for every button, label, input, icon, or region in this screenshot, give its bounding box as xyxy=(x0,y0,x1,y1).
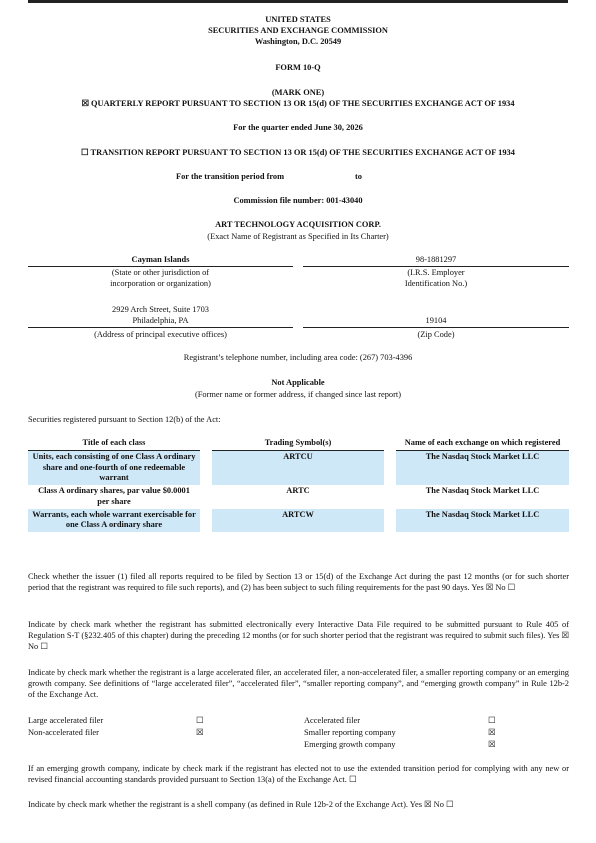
mark-one: (MARK ONE) xyxy=(271,88,325,97)
emerging-growth-label: Emerging growth company xyxy=(304,740,396,749)
large-accelerated-label: Large accelerated filer xyxy=(28,716,104,725)
zip-rule xyxy=(303,327,569,328)
address xyxy=(28,305,293,327)
country-heading: UNITED STATES xyxy=(265,15,331,24)
ein-caption xyxy=(303,268,569,290)
large-accelerated-checkbox[interactable]: ☐ xyxy=(196,716,204,725)
security-exchange: The Nasdaq Stock Market LLC xyxy=(396,450,569,485)
security-symbol: ARTCU xyxy=(212,450,384,485)
transition-period-from: For the transition period from xyxy=(176,172,285,181)
emerging-growth-checkbox[interactable]: ☒ xyxy=(488,740,496,749)
jurisdiction-rule xyxy=(28,266,293,267)
address-rule xyxy=(28,327,293,328)
address-caption: (Address of principal executive offices) xyxy=(94,330,227,339)
ein-caption-line-1: (I.R.S. Employer xyxy=(407,268,465,277)
interactive-data-paragraph: Indicate by check mark whether the registrant has submitted electronically every Interactive Data File required to be submitted pursuant to Rule 405 of Regulation S-T (§232.405 of this chapter) during the preceding 12 months (or for such shorter period that the registrant was required to submit such files). Yes ☒ No ☐ xyxy=(28,620,569,651)
non-accelerated-label: Non-accelerated filer xyxy=(28,728,99,737)
smaller-reporting-checkbox[interactable]: ☒ xyxy=(488,728,496,737)
zip-code: 19104 xyxy=(425,316,447,325)
security-title: Warrants, each whole warrant exercisable for one Class A ordinary share xyxy=(28,509,200,533)
former-name-caption: (Former name or former address, if changed since last report) xyxy=(194,390,402,399)
security-symbol: ARTC xyxy=(286,486,310,495)
jurisdiction-caption-line-2: incorporation or organization) xyxy=(110,278,211,288)
header-trading-symbol: Trading Symbol(s) xyxy=(212,437,384,450)
table-row xyxy=(28,485,569,509)
address-line-2: Philadelphia, PA xyxy=(132,315,189,325)
top-rule xyxy=(28,0,568,3)
quarterly-report-line: ☒ QUARTERLY REPORT PURSUANT TO SECTION 13 OR 15(d) OF THE SECURITIES EXCHANGE ACT OF 1934 xyxy=(81,99,515,108)
ein-rule xyxy=(303,266,569,267)
jurisdiction-caption-line-1: (State or other jurisdiction of xyxy=(111,268,210,277)
securities-header-row xyxy=(28,437,569,450)
jurisdiction: Cayman Islands xyxy=(131,255,190,264)
transition-period-to: to xyxy=(355,172,362,181)
transition-report-line: ☐ TRANSITION REPORT PURSUANT TO SECTION 13 OR 15(d) OF THE SECURITIES EXCHANGE ACT OF 1934 xyxy=(81,148,515,157)
security-symbol: ARTCW xyxy=(212,509,384,533)
ein: 98-1881297 xyxy=(415,255,457,264)
filer-status-paragraph: Indicate by check mark whether the registrant is a large accelerated filer, an accelerated filer, a non-accelerated filer, a smaller reporting company or an emerging growth company. See definitions of “large accelerated filer”, “accelerated filer”, “smaller reporting company”, and “emerging growth company” in Rule 12b-2 of the Exchange Act. xyxy=(28,668,569,699)
registrant-name: ART TECHNOLOGY ACQUISITION CORP. xyxy=(215,220,381,229)
accelerated-label: Accelerated filer xyxy=(304,716,361,725)
telephone-line: Registrant’s telephone number, including area code: (267) 703-4396 xyxy=(183,353,413,362)
security-title: Units, each consisting of one Class A ordinary share and one-fourth of one redeemable warrant xyxy=(28,450,200,485)
security-exchange: The Nasdaq Stock Market LLC xyxy=(425,486,540,495)
header-exchange: Name of each exchange on which registered xyxy=(396,437,569,450)
security-title: Class A ordinary shares, par value $0.0001 per share xyxy=(38,486,190,506)
address-line-1: 2929 Arch Street, Suite 1703 xyxy=(112,305,209,314)
commission-file-number: Commission file number: 001-43040 xyxy=(233,196,363,205)
non-accelerated-checkbox[interactable]: ☒ xyxy=(196,728,204,737)
table-row xyxy=(28,509,569,533)
former-name: Not Applicable xyxy=(271,378,325,387)
registrant-name-caption: (Exact Name of Registrant as Specified in Its Charter) xyxy=(207,232,389,241)
smaller-reporting-label: Smaller reporting company xyxy=(304,728,396,737)
shell-company-paragraph: Indicate by check mark whether the registrant is a shell company (as defined in Rule 12b-2 of the Exchange Act). Yes ☒ No ☐ xyxy=(28,800,454,809)
quarter-ended: For the quarter ended June 30, 2026 xyxy=(233,123,363,132)
location-heading: Washington, D.C. 20549 xyxy=(254,37,342,46)
jurisdiction-caption xyxy=(28,268,293,290)
securities-intro: Securities registered pursuant to Section 12(b) of the Act: xyxy=(28,415,221,424)
filed-reports-paragraph: Check whether the issuer (1) filed all reports required to be filed by Section 13 or 15(d) of the Exchange Act during the past 12 months (or for such shorter period that the registrant was required to file such reports), and (2) has been subject to such filing requirements for the past 90 days. Yes ☒ No ☐ xyxy=(28,572,569,592)
zip-caption: (Zip Code) xyxy=(417,330,455,339)
extended-transition-paragraph: If an emerging growth company, indicate by check mark if the registrant has elected not to use the extended transition period for complying with any new or revised financial accounting standards provided pursuant to Section 13(a) of the Exchange Act. ☐ xyxy=(28,764,569,784)
security-exchange: The Nasdaq Stock Market LLC xyxy=(396,509,569,533)
form-title: FORM 10-Q xyxy=(275,63,321,72)
agency-heading: SECURITIES AND EXCHANGE COMMISSION xyxy=(208,26,388,35)
securities-table xyxy=(28,437,569,532)
header-title-of-class: Title of each class xyxy=(28,437,200,450)
table-row xyxy=(28,450,569,485)
ein-caption-line-2: Identification No.) xyxy=(404,278,468,288)
accelerated-checkbox[interactable]: ☐ xyxy=(488,716,496,725)
